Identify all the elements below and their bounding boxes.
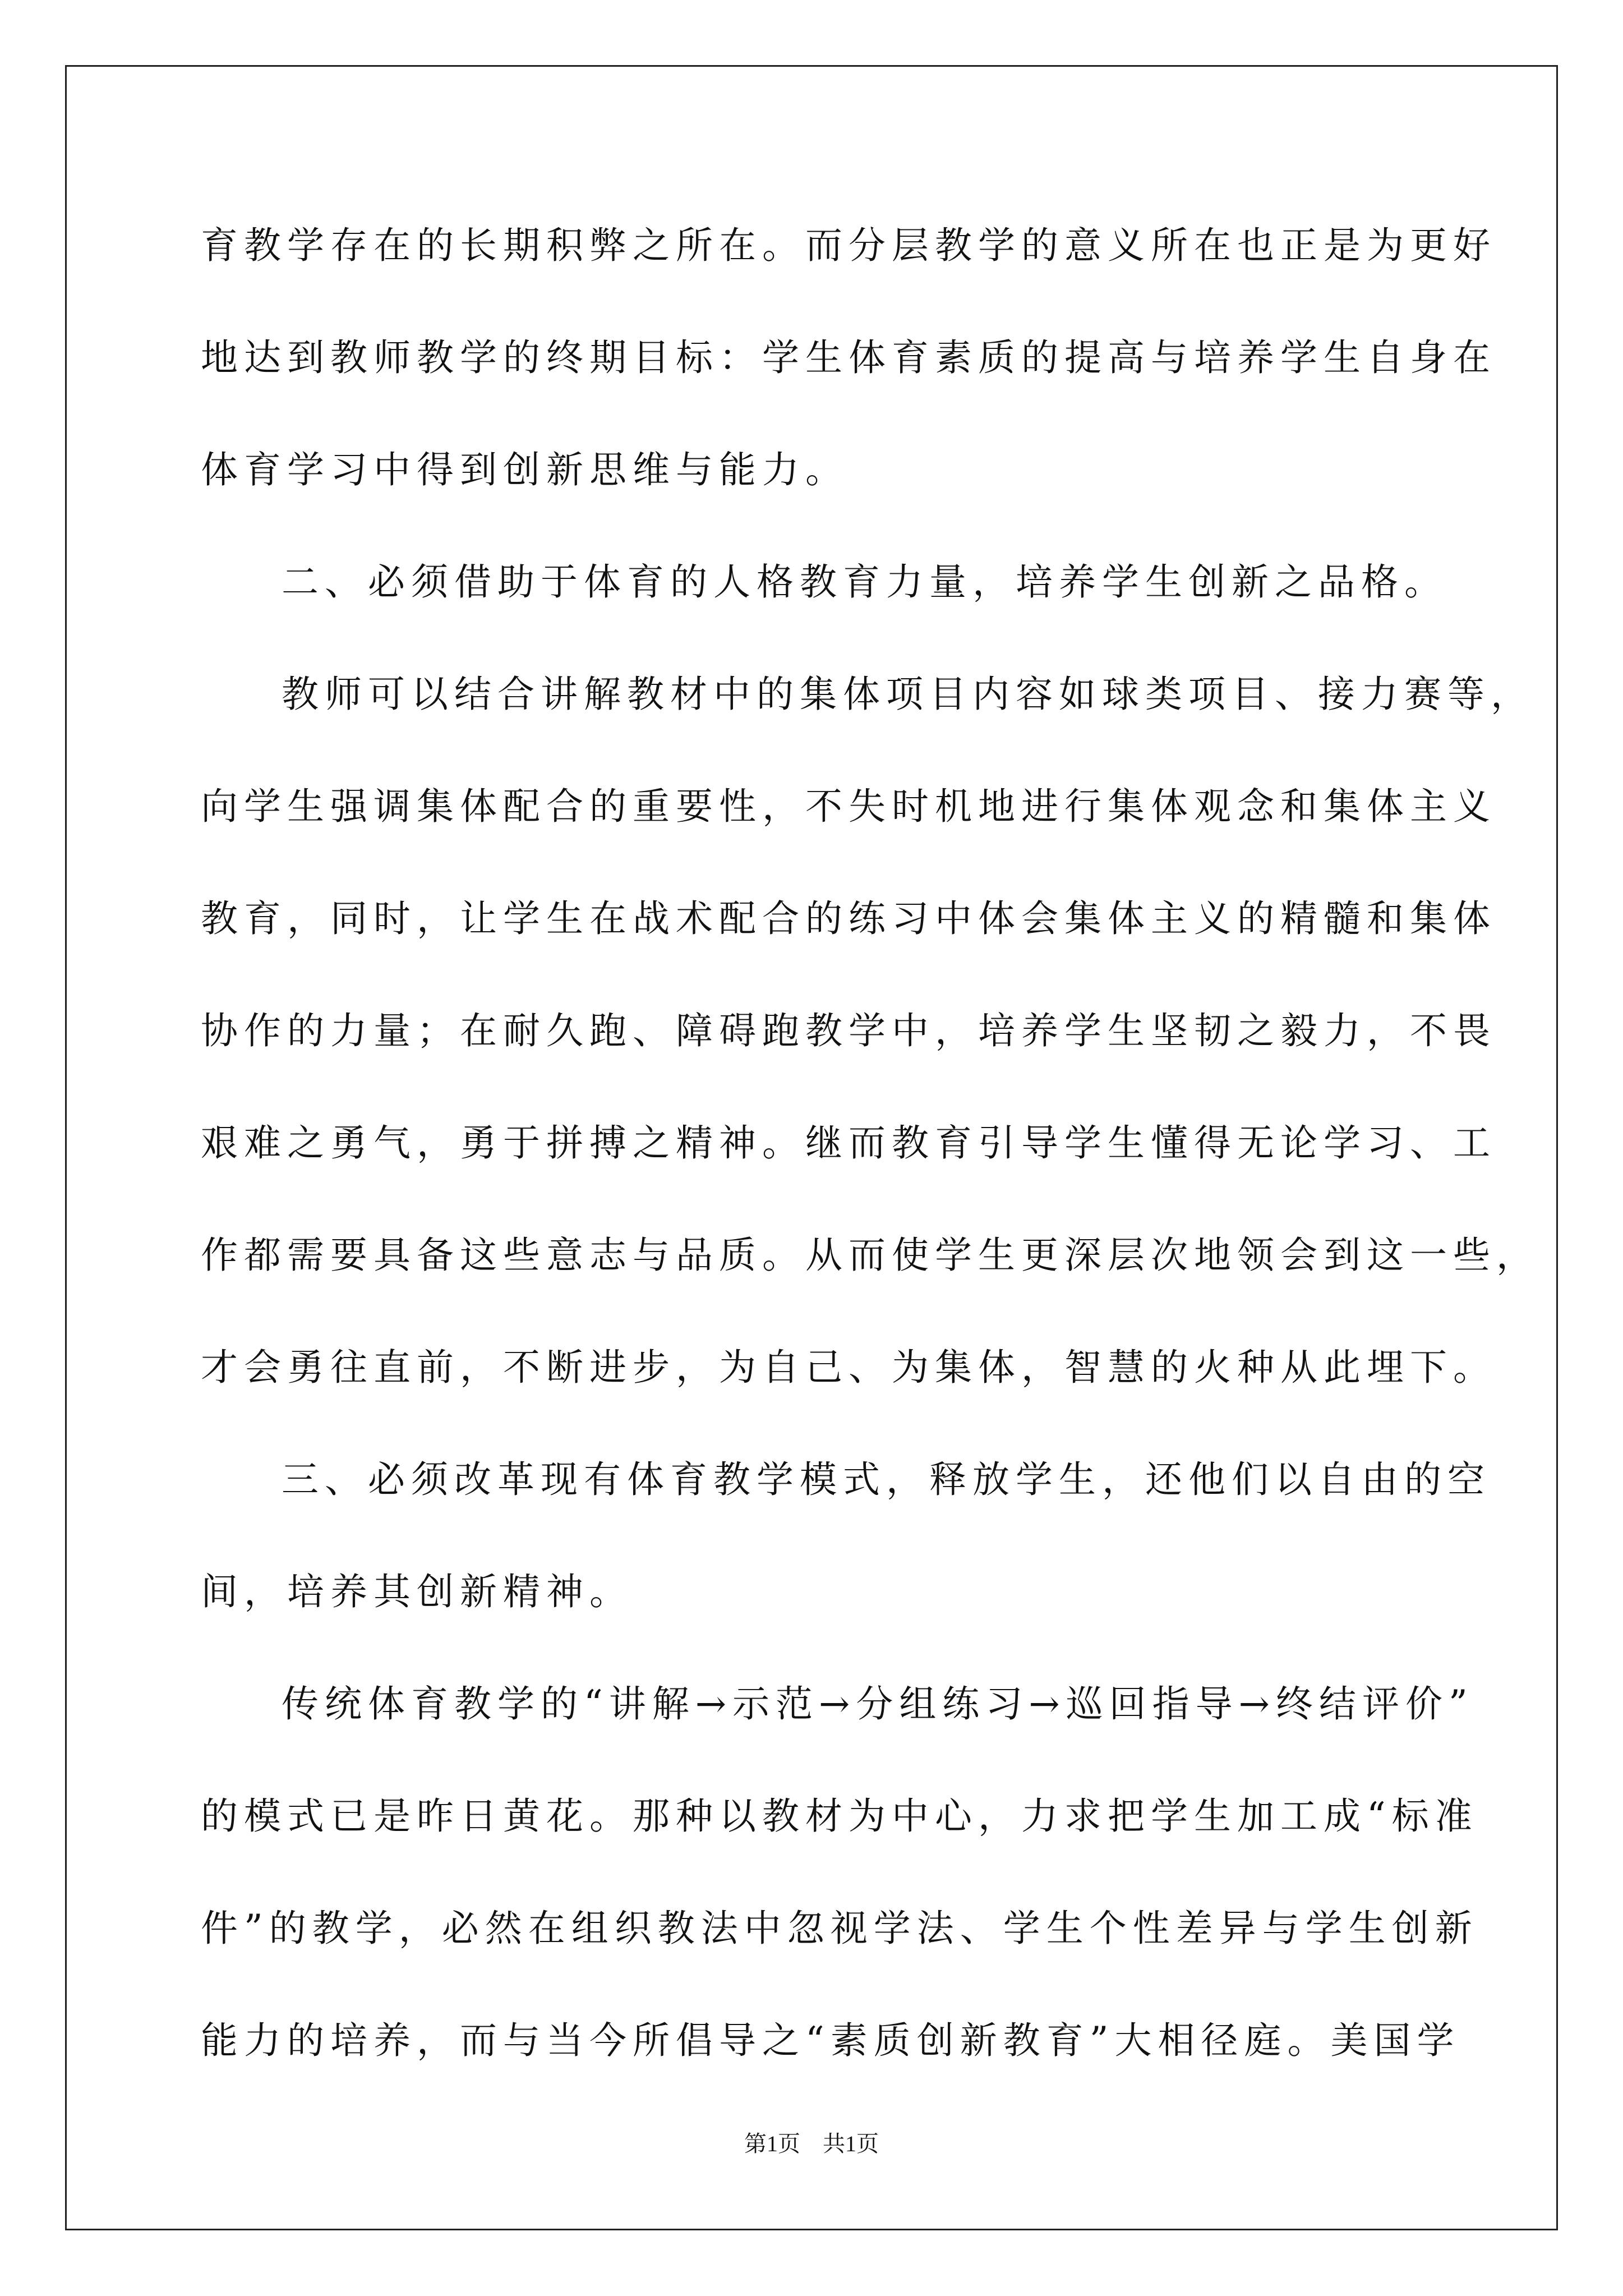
paragraph-line: 作都需要具备这些意志与品质。从而使学生更深层次地领会到这一些， — [201, 1234, 1539, 1277]
paragraph-line: 教师可以结合讲解教材中的集体项目内容如球类项目、接力赛等， — [282, 673, 1534, 716]
section-heading: 三、必须改革现有体育教学模式，释放学生，还他们以自由的空 — [282, 1458, 1491, 1501]
section-heading: 二、必须借助于体育的人格教育力量，培养学生创新之品格。 — [282, 560, 1447, 604]
paragraph-line: 体育学习中得到创新思维与能力。 — [201, 448, 849, 491]
paragraph-line: 地达到教师教学的终期目标：学生体育素质的提高与培养学生自身在 — [201, 336, 1496, 379]
paragraph-line: 的模式已是昨日黄花。那种以教材为中心，力求把学生加工成“标准 — [201, 1795, 1478, 1838]
page-footer: 第1页 共1页 — [744, 2131, 879, 2156]
paragraph-line: 向学生强调集体配合的重要性，不失时机地进行集体观念和集体主义 — [201, 785, 1496, 828]
paragraph-line: 协作的力量；在耐久跑、障碍跑教学中，培养学生坚韧之毅力，不畏 — [201, 1009, 1496, 1052]
paragraph-line: 育教学存在的长期积弊之所在。而分层教学的意义所在也正是为更好 — [201, 224, 1496, 267]
paragraph-line: 教育，同时，让学生在战术配合的练习中体会集体主义的精髓和集体 — [201, 897, 1496, 940]
paragraph-line: 艰难之勇气，勇于拼搏之精神。继而教育引导学生懂得无论学习、工 — [201, 1121, 1496, 1165]
section-heading-continued: 间，培养其创新精神。 — [201, 1570, 633, 1613]
paragraph-line: 才会勇往直前，不断进步，为自己、为集体，智慧的火种从此埋下。 — [201, 1346, 1496, 1389]
paragraph-line: 件”的教学，必然在组织教法中忽视学法、学生个性差异与学生创新 — [201, 1907, 1478, 1950]
paragraph-line: 能力的培养，而与当今所倡导之“素质创新教育”大相径庭。美国学 — [201, 2019, 1460, 2062]
paragraph-line: 传统体育教学的“讲解→示范→分组练习→巡回指导→终结评价” — [282, 1682, 1474, 1726]
